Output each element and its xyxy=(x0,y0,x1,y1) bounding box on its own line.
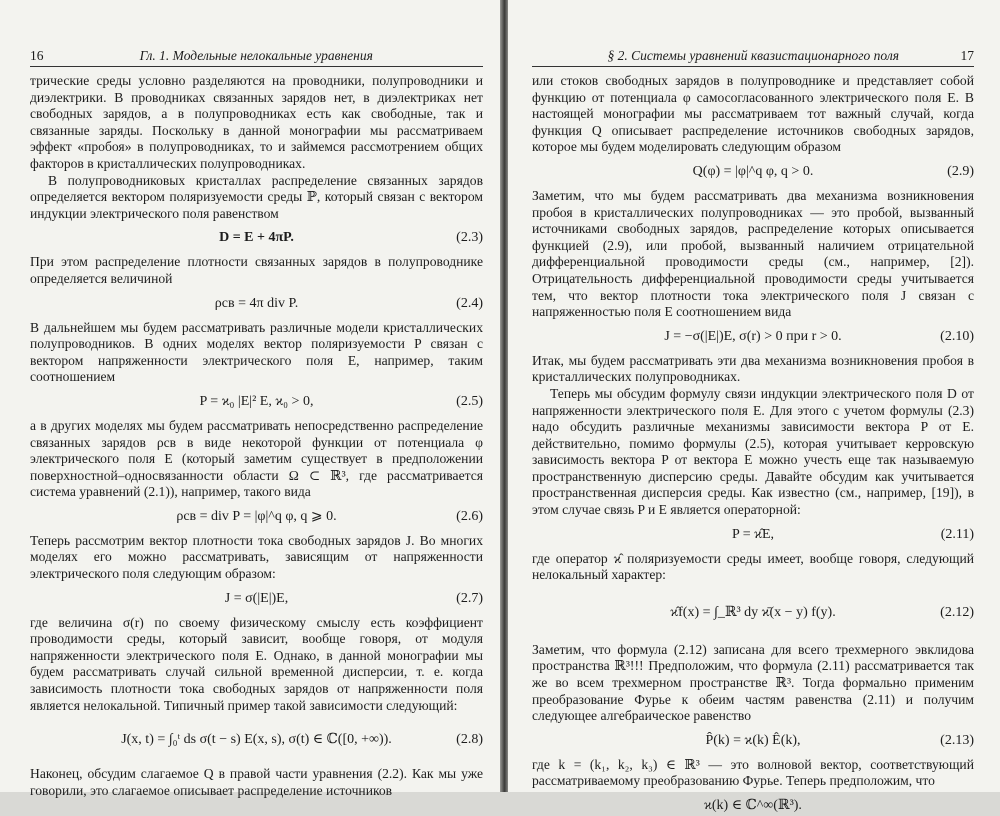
equation-2-6-body: ρсв = div P = |φ|^q φ, q ⩾ 0. xyxy=(176,508,337,524)
equation-2-10-body: J = −σ(|E|)E, σ(r) > 0 при r > 0. xyxy=(664,328,842,344)
equation-2-6-number: (2.6) xyxy=(456,508,483,524)
equation-2-10 xyxy=(532,327,974,347)
right-section-title: § 2. Системы уравнений квазистационарного поля xyxy=(607,48,899,63)
equation-2-3-number: (2.3) xyxy=(456,230,483,246)
equation-2-11-number: (2.11) xyxy=(940,526,974,542)
right-running-head xyxy=(532,48,974,67)
equation-2-9-number: (2.9) xyxy=(947,163,974,179)
equation-2-13 xyxy=(532,731,974,751)
equation-2-3 xyxy=(30,228,483,248)
equation-kappa-smooth xyxy=(532,796,974,816)
left-page xyxy=(0,0,503,798)
equation-2-11 xyxy=(532,525,974,545)
equation-2-5 xyxy=(30,392,483,412)
equation-2-8-number: (2.8) xyxy=(456,732,483,748)
right-page-number: 17 xyxy=(960,48,974,63)
equation-2-11-body: P = ϰ̂E, xyxy=(731,526,775,542)
right-paragraph-4: Теперь мы обсудим формулу связи индукции электрического поля D от напряженности электрического поля E. Для этого с учетом формулы (2.3) надо обсудить различные механизмы зависимости вектора P от E. действительно, помимо формулы (2.5), которая учитывает керровскую зависимость вектора P от вектора E можно учесть еще так называемую пространственную дисперсию среды. Давайте обсудим как учитывается пространственная дисперсия среды. Как известно (см., например, [19]), в этом случае связь P и E является операторной: xyxy=(532,385,974,518)
equation-2-13-body: P̂(k) = ϰ(k) Ê(k), xyxy=(705,732,801,748)
equation-2-10-number: (2.10) xyxy=(940,328,974,344)
left-running-head xyxy=(30,48,483,67)
left-paragraph-8: Наконец, обсудим слагаемое Q в правой части уравнения (2.2). Как мы уже говорили, это слагаемое описывает распределение источников xyxy=(30,766,483,798)
right-paragraph-1: или стоков свободных зарядов в полупроводнике и представляет собой функцию от потенциала φ самосогласованного электрического поля E. В настоящей монографии мы рассматриваем тот важный случай, когда функция Q описывает распределение источников свободных зарядов, которое мы будем моделировать следующим образом xyxy=(532,73,974,155)
left-paragraph-1: трические среды условно разделяются на проводники, полупроводники и диэлектрики. В проводниках связанных зарядов нет, в диэлектриках нет свободных зарядов, а в полупроводниках есть как свободные, так и связанные заряды. Поскольку в данной монографии мы рассматриваем эффект «пробоя» в полупроводниках, то и займемся рассмотрением общих факторов в кристаллических полупроводниках. xyxy=(30,73,483,171)
equation-2-5-number: (2.5) xyxy=(456,393,483,409)
equation-2-6 xyxy=(30,507,483,527)
right-paragraph-3: Итак, мы будем рассматривать эти два механизма возникновения пробоя в кристаллических полупроводниках. xyxy=(532,352,974,385)
left-page-number: 16 xyxy=(30,48,44,63)
equation-2-8 xyxy=(30,720,483,760)
right-paragraph-5: где оператор ϰ̂ поляризуемости среды имеет, вообще говоря, следующий нелокальный характер: xyxy=(532,550,974,583)
equation-2-9-body: Q(φ) = |φ|^q φ, q > 0. xyxy=(692,163,814,179)
equation-2-12-body: ϰ̂f(x) = ∫_ℝ³ dy ϰ̄(x − y) f(y). xyxy=(670,604,836,620)
equation-2-3-body: D = E + 4πP. xyxy=(219,230,294,246)
right-paragraph-6: Заметим, что формула (2.12) записана для всего трехмерного эвклидова пространства ℝ³!!! Предположим, что формула (2.11) рассматривается так же во всем трехмерном пространстве ℝ³. Тогда формально применим преобразование Фурье к обеим частям равенства (2.11) и получим следующее алгебраическое равенство xyxy=(532,641,974,724)
equation-2-8-body: J(x, t) = ∫₀ᵗ ds σ(t − s) E(x, s), σ(t) ∈ ℂ([0, +∞)). xyxy=(121,732,392,748)
equation-2-7-body: J = σ(|E|)E, xyxy=(224,590,289,606)
left-paragraph-6: Теперь рассмотрим вектор плотности тока свободных зарядов J. Во многих моделях его можно рассматривать, зависящим от напряженности электрического поля следующим образом: xyxy=(30,532,483,582)
equation-2-4 xyxy=(30,294,483,314)
equation-2-12 xyxy=(532,590,974,636)
equation-2-5-body: P = ϰ₀ |E|² E, ϰ₀ > 0, xyxy=(199,393,314,409)
left-paragraph-7: где величина σ(r) по своему физическому смыслу есть коэффициент проводимости среды, который зависит, вообще говоря, от модуля напряженности электрического поля E. Однако, в данной монографии мы будем рассматривать случай сильной временной дисперсии, т. е. когда зависимость плотности тока свободных зарядов от напряженности поля является нелокальной. Типичный пример такой зависимости следующий: xyxy=(30,614,483,713)
equation-2-7-number: (2.7) xyxy=(456,590,483,606)
left-paragraph-4: В дальнейшем мы будем рассматривать различные модели кристаллических полупроводников. В одних моделях вектор поляризуемости P связан с вектором напряженности электрического поля E, например, таким соотношением xyxy=(30,319,483,385)
right-paragraph-2: Заметим, что мы будем рассматривать два механизма возникновения пробоя в кристаллических полупроводниках — это пробой, вызванный источниками свободных зарядов, распределение которых описывается функцией (2.9), или пробой, вызванный наличием отрицательной дифференциальной проводимости среды (см., например, [2]). Отрицательность дифференциальной проводимости среды учитывается тем, что вектор плотности тока электрического поля J связан с напряженностью поля E соотношением вида xyxy=(532,187,974,320)
equation-2-12-number: (2.12) xyxy=(940,604,974,620)
left-paragraph-3: При этом распределение плотности связанных зарядов в полупроводнике определяется величиной xyxy=(30,254,483,286)
equation-kappa-smooth-body: ϰ(k) ∈ ℂ^∞(ℝ³). xyxy=(704,798,802,813)
left-paragraph-2: В полупроводниковых кристаллах распределение связанных зарядов определяется вектором поляризуемости среды ℙ, который связан с вектором индукции электрического поля равенством xyxy=(30,172,483,221)
left-paragraph-5: а в других моделях мы будем рассматривать непосредственно распределение связанных зарядов ρсв в виде некоторой функции от потенциала φ электрического поля E (который заметим существует в предположении поверхностной–односвязанности области Ω ⊂ ℝ³, где рассматривается система уравнений (2.1)), например, такого вида xyxy=(30,417,483,500)
equation-2-4-number: (2.4) xyxy=(456,295,483,311)
equation-2-4-body: ρсв = 4π div P. xyxy=(214,295,299,311)
right-page xyxy=(508,0,1000,813)
equation-2-13-number: (2.13) xyxy=(940,732,974,748)
right-paragraph-7: где k = (k₁, k₂, k₃) ∈ ℝ³ — это волновой вектор, соответствующий рассматриваемому преобразованию Фурье. Теперь предположим, что xyxy=(532,756,974,789)
equation-2-7 xyxy=(30,589,483,609)
left-chapter-title: Гл. 1. Модельные нелокальные уравнения xyxy=(139,48,373,63)
equation-2-9 xyxy=(532,162,974,182)
